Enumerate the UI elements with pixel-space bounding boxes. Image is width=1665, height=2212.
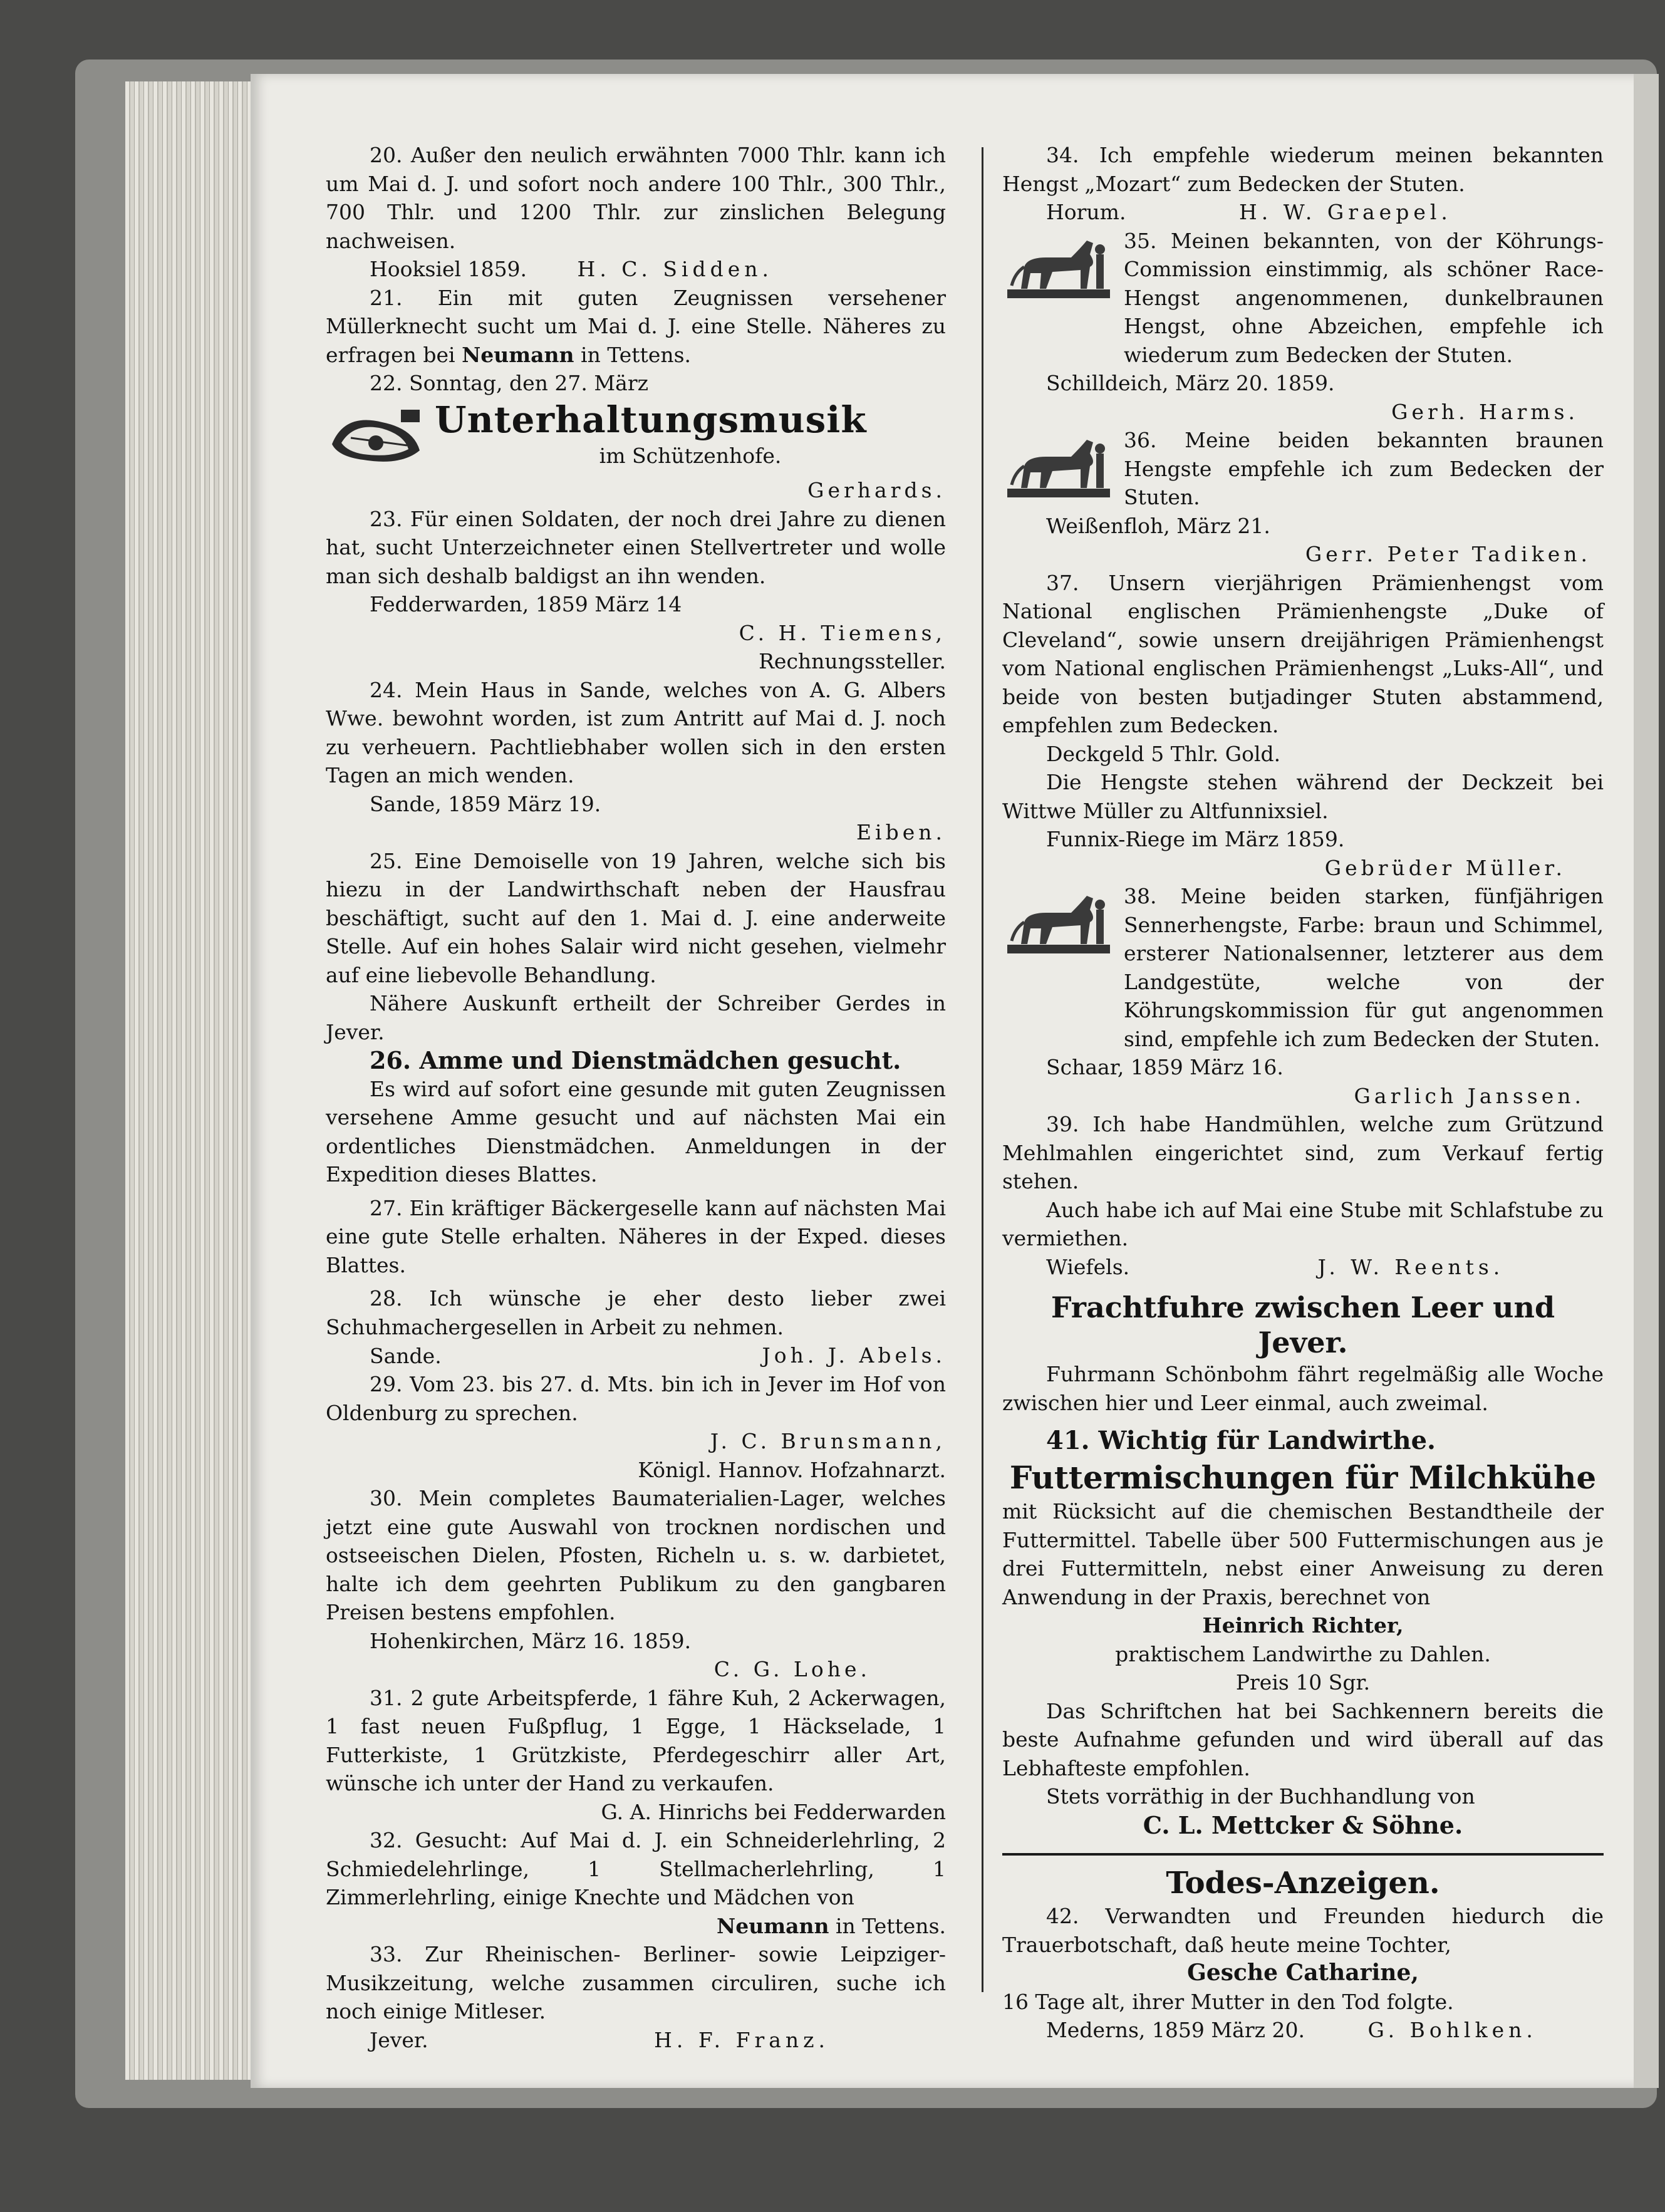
ad-20-signature: H. C. Sidden. <box>577 257 774 281</box>
ad-25: 25. Eine Demoiselle von 19 Jahren, welche sich bis hiezu in der Landwirthschaft neben der Hausfrau beschäftigt, sucht auf den 1. Mai d. J. eine anderweite Stelle. Auf ein hohes Salair wird nicht gesehen, vielmehr auf eine liebevolle Behandlung. <box>326 848 946 987</box>
ad-33-place: Jever. <box>370 2027 428 2052</box>
ad-31: 31. 2 gute Arbeitspferde, 1 fähre Kuh, 2 Ackerwagen, 1 fast neuen Fußpflug, 1 Egge, 1 Häckselade, 1 Futterkiste, 1 Grützkiste, Pferdegeschirr aller Art, wünsche ich unter der Hand zu verkaufen. <box>326 1685 946 1795</box>
ad-35-first <box>1124 227 1604 370</box>
ad-26-headline: 26. Amme und Dienstmädchen gesucht. <box>370 1046 901 1074</box>
ad-41-availability: Stets vorräthig in der Buchhandlung von <box>1046 1784 1475 1809</box>
ad-34-signature: H. W. Graepel. <box>1238 200 1452 224</box>
ad-22-block <box>326 398 946 477</box>
ad-40: Fuhrmann Schönbohm fährt regelmäßig alle Woche zwischen hier und Leer einmal, auch zweimal. <box>1002 1362 1604 1415</box>
horse-icon <box>1002 428 1115 511</box>
ad-24-signature: Eiben. <box>856 820 946 844</box>
ad-41-headline: 41. Wichtig für Landwirthe. <box>1046 1426 1436 1455</box>
ad-36-block <box>1002 426 1604 512</box>
facing-page-edge <box>1634 74 1659 2088</box>
ad-28: 28. Ich wünsche je eher desto lieber zwei Schuhmachergesellen in Arbeit zu nehmen. <box>326 1286 946 1339</box>
death-notices-heading: Todes-Anzeigen. <box>1166 1866 1440 1901</box>
ad-29: 29. Vom 23. bis 27. d. Mts. bin ich in Jever im Hof von Oldenburg zu sprechen. <box>326 1372 946 1425</box>
ad-34-footer <box>1002 198 1604 227</box>
ad-42-place: Mederns, 1859 März 20. <box>1046 2018 1305 2042</box>
ad-32-name: Neumann <box>717 1913 829 1938</box>
ad-32-footer <box>326 1912 946 1941</box>
horse-icon <box>1002 885 1115 967</box>
ad-38: 38. Meine beiden starken, fünfjährigen Sennerhengste, Farbe: braun und Schimmel, ersterer Nationalsenner, letzterer aus dem Landgestüte, welche von der Köhrungskommission für gut angenommen sind, empfehle ich zum Bedecken der Stuten. <box>1124 884 1604 1051</box>
ad-39: 39. Ich habe Handmühlen, welche zum Grützund Mehlmahlen eingerichtet sind, zum Verkauf fertig stehen. <box>1002 1112 1604 1193</box>
ad-28-place: Sande. <box>370 1343 442 1368</box>
ad-29-signature: J. C. Brunsmann, <box>710 1429 946 1453</box>
ad-20-place: Hooksiel 1859. <box>370 257 527 281</box>
ad-21-name: Neumann <box>462 342 574 367</box>
ad-22-subline: im Schützenhofe. <box>599 443 782 468</box>
ad-30: 30. Mein completes Baumaterialien-Lager, welches jetzt eine gute Auswahl von trocknen nordischen und ostseeischen Dielen, Pfosten, Richeln u. s. w. darbietet, halte ich dem geehrten Publikum zu den gangbaren Preisen bestens empfohlen. <box>326 1486 946 1624</box>
horse-icon <box>1002 229 1115 312</box>
ad-37: 37. Unsern vierjährigen Prämienhengst vom National englischen Prämienhengste „Duke of Cleveland“, sowie unsern dreijährigen Prämienhengst vom National englischen Prämienhengst „Luks-All“, und beide von besten butjadinger Stuten abstammend, empfehlen zum Bedecken. <box>1002 570 1604 737</box>
right-column <box>1002 141 1604 2045</box>
left-column <box>326 141 946 2054</box>
ad-26: Es wird auf sofort eine gesunde mit guten Zeugnissen versehene Amme gesucht und auf nächsten Mai ein ordentliches Dienstmädchen. Anmeldungen in der Expedition dieses Blattes. <box>326 1076 946 1186</box>
ad-38-block <box>1002 882 1604 1053</box>
music-instrument-icon <box>326 400 426 477</box>
ad-21 <box>326 284 946 370</box>
ad-42-name: Gesche Catharine, <box>1187 1960 1419 1986</box>
ad-41-publisher: C. L. Mettcker & Söhne. <box>1143 1810 1463 1839</box>
ad-41-price: Preis 10 Sgr. <box>1235 1670 1371 1695</box>
ad-28-signature: Joh. J. Abels. <box>762 1343 946 1368</box>
column-divider <box>982 147 983 1992</box>
ad-41-author-title: praktischem Landwirthe zu Dahlen. <box>1115 1641 1491 1666</box>
section-rule <box>1002 1853 1604 1856</box>
ad-39-b: Auch habe ich auf Mai eine Stube mit Schlafstube zu vermiethen. <box>1002 1197 1604 1250</box>
ad-33: 33. Zur Rheinischen- Berliner- sowie Leipziger-Musikzeitung, welche zusammen circuliren, suche ich noch einige Mitleser. <box>326 1942 946 2023</box>
ad-23-place: Fedderwarden, 1859 März 14 <box>370 592 682 616</box>
ad-29-signature-title: Königl. Hannov. Hofzahnarzt. <box>638 1457 946 1482</box>
ad-42-b: 16 Tage alt, ihrer Mutter in den Tod folgte. <box>1002 1989 1454 2014</box>
ad-41-author: Heinrich Richter, <box>1202 1613 1404 1638</box>
ad-27: 27. Ein kräftiger Bäckergeselle kann auf nächsten Mai eine gute Stelle erhalten. Näheres in der Exped. dieses Blattes. <box>326 1195 946 1277</box>
ad-41-review: Das Schriftchen hat bei Sachkennern bereits die beste Aufnahme gefunden und wird überall auf das Lebhafteste empfohlen. <box>1002 1698 1604 1780</box>
ad-30-place: Hohenkirchen, März 16. 1859. <box>370 1628 692 1653</box>
ad-36-signature: Gerr. Peter Tadiken. <box>1305 542 1591 566</box>
ad-35-place: Schilldeich, März 20. 1859. <box>1046 371 1335 395</box>
ad-22-headline: Unterhaltungsmusik <box>435 398 867 441</box>
ad-39-place: Wiefels. <box>1046 1254 1130 1279</box>
ad-34: 34. Ich empfehle wiederum meinen bekannten Hengst „Mozart“ zum Bedecken der Stuten. <box>1002 143 1604 196</box>
ad-33-signature: H. F. Franz. <box>654 2027 830 2052</box>
ad-36: 36. Meine beiden bekannten braunen Hengste empfehle ich zum Bedecken der Stuten. <box>1124 428 1604 509</box>
ad-20-footer <box>326 255 946 284</box>
ad-37-signature: Gebrüder Müller. <box>1324 855 1566 880</box>
ad-37-location: Die Hengste stehen während der Deckzeit bei Wittwe Müller zu Altfunnixsiel. <box>1002 770 1604 823</box>
ad-32: 32. Gesucht: Auf Mai d. J. ein Schneiderlehrling, 2 Schmiedelehrlinge, 1 Stellmacherlehrling, 1 Zimmerlehrling, einige Knechte und Mädchen von <box>326 1828 946 1909</box>
ad-30-signature: C. G. Lohe. <box>713 1657 871 1681</box>
ad-23-signature-title: Rechnungssteller. <box>759 649 946 673</box>
ad-40-headline: Frachtfuhre zwischen Leer und Jever. <box>1050 1290 1555 1359</box>
ad-33-footer <box>326 2026 946 2055</box>
ad-21-text: 21. Ein mit guten Zeugnissen versehener Müllerknecht sucht um Mai d. J. eine Stelle. Näheres zu erfragen bei <box>326 285 946 367</box>
ad-41: mit Rücksicht auf die chemischen Bestandtheile der Futtermittel. Tabelle über 500 Futtermischungen aus je drei Futtermitteln, nebst einer Anweisung zu deren Anwendung in der Praxis, berechnet von <box>1002 1499 1604 1609</box>
ad-38-place: Schaar, 1859 März 16. <box>1046 1055 1284 1079</box>
ad-41-headline-2: Futtermischungen für Milchkühe <box>1009 1459 1597 1496</box>
ad-35: 35. Meinen bekannten, von der Köhrungs-Commission einstimmig, als schöner Race-Hengst angenommenen, dunkelbraunen Hengst, ohne Abzeichen, empfehle ich wiederum zum Bedecken der Stuten. <box>1124 228 1604 367</box>
ad-24: 24. Mein Haus in Sande, welches von A. G. Albers Wwe. bewohnt worden, ist zum Antritt auf Mai d. J. noch zu verheuern. Pachtliebhaber wollen sich in den ersten Tagen an mich wenden. <box>326 677 946 787</box>
ad-42: 42. Verwandten und Freunden hiedurch die Trauerbotschaft, daß heute meine Tochter, <box>1002 1904 1604 1957</box>
ad-36-place: Weißenfloh, März 21. <box>1046 513 1270 538</box>
ad-23: 23. Für einen Soldaten, der noch drei Jahre zu dienen hat, sucht Unterzeichneter einen Stellvertreter und wolle man sich deshalb baldigst an ihn wenden. <box>326 506 946 588</box>
ad-22: 22. Sonntag, den 27. März <box>370 371 648 395</box>
ad-38-signature: Garlich Janssen. <box>1354 1083 1585 1108</box>
ad-24-place: Sande, 1859 März 19. <box>370 791 601 816</box>
ad-35-signature: Gerh. Harms. <box>1391 399 1579 424</box>
ad-25-info: Nähere Auskunft ertheilt der Schreiber Gerdes in Jever. <box>326 991 946 1044</box>
ad-39-signature: J. W. Reents. <box>1317 1254 1505 1279</box>
ad-23-signature: C. H. Tiemens, <box>739 620 946 645</box>
ad-37-place: Funnix-Riege im März 1859. <box>1046 827 1345 851</box>
ad-20: 20. Außer den neulich erwähnten 7000 Thlr. kann ich um Mai d. J. und sofort noch andere 100 Thlr., 300 Thlr., 700 Thlr. und 1200 Thlr. zur zinslichen Belegung nachweisen. <box>326 143 946 253</box>
ad-42-footer <box>1002 2016 1604 2045</box>
ad-22-signature: Gerhards. <box>807 478 946 502</box>
ad-21-end: in Tettens. <box>581 342 692 367</box>
ad-35-block <box>1002 227 1604 370</box>
ad-31-signature: G. A. Hinrichs bei Fedderwarden <box>601 1799 946 1824</box>
ad-34-place: Horum. <box>1046 200 1126 224</box>
ad-42-signature: G. Bohlken. <box>1367 2018 1537 2042</box>
ad-32-end: in Tettens. <box>835 1913 946 1938</box>
ad-37-fee: Deckgeld 5 Thlr. Gold. <box>1046 741 1281 766</box>
ad-39-footer <box>1002 1253 1604 1282</box>
